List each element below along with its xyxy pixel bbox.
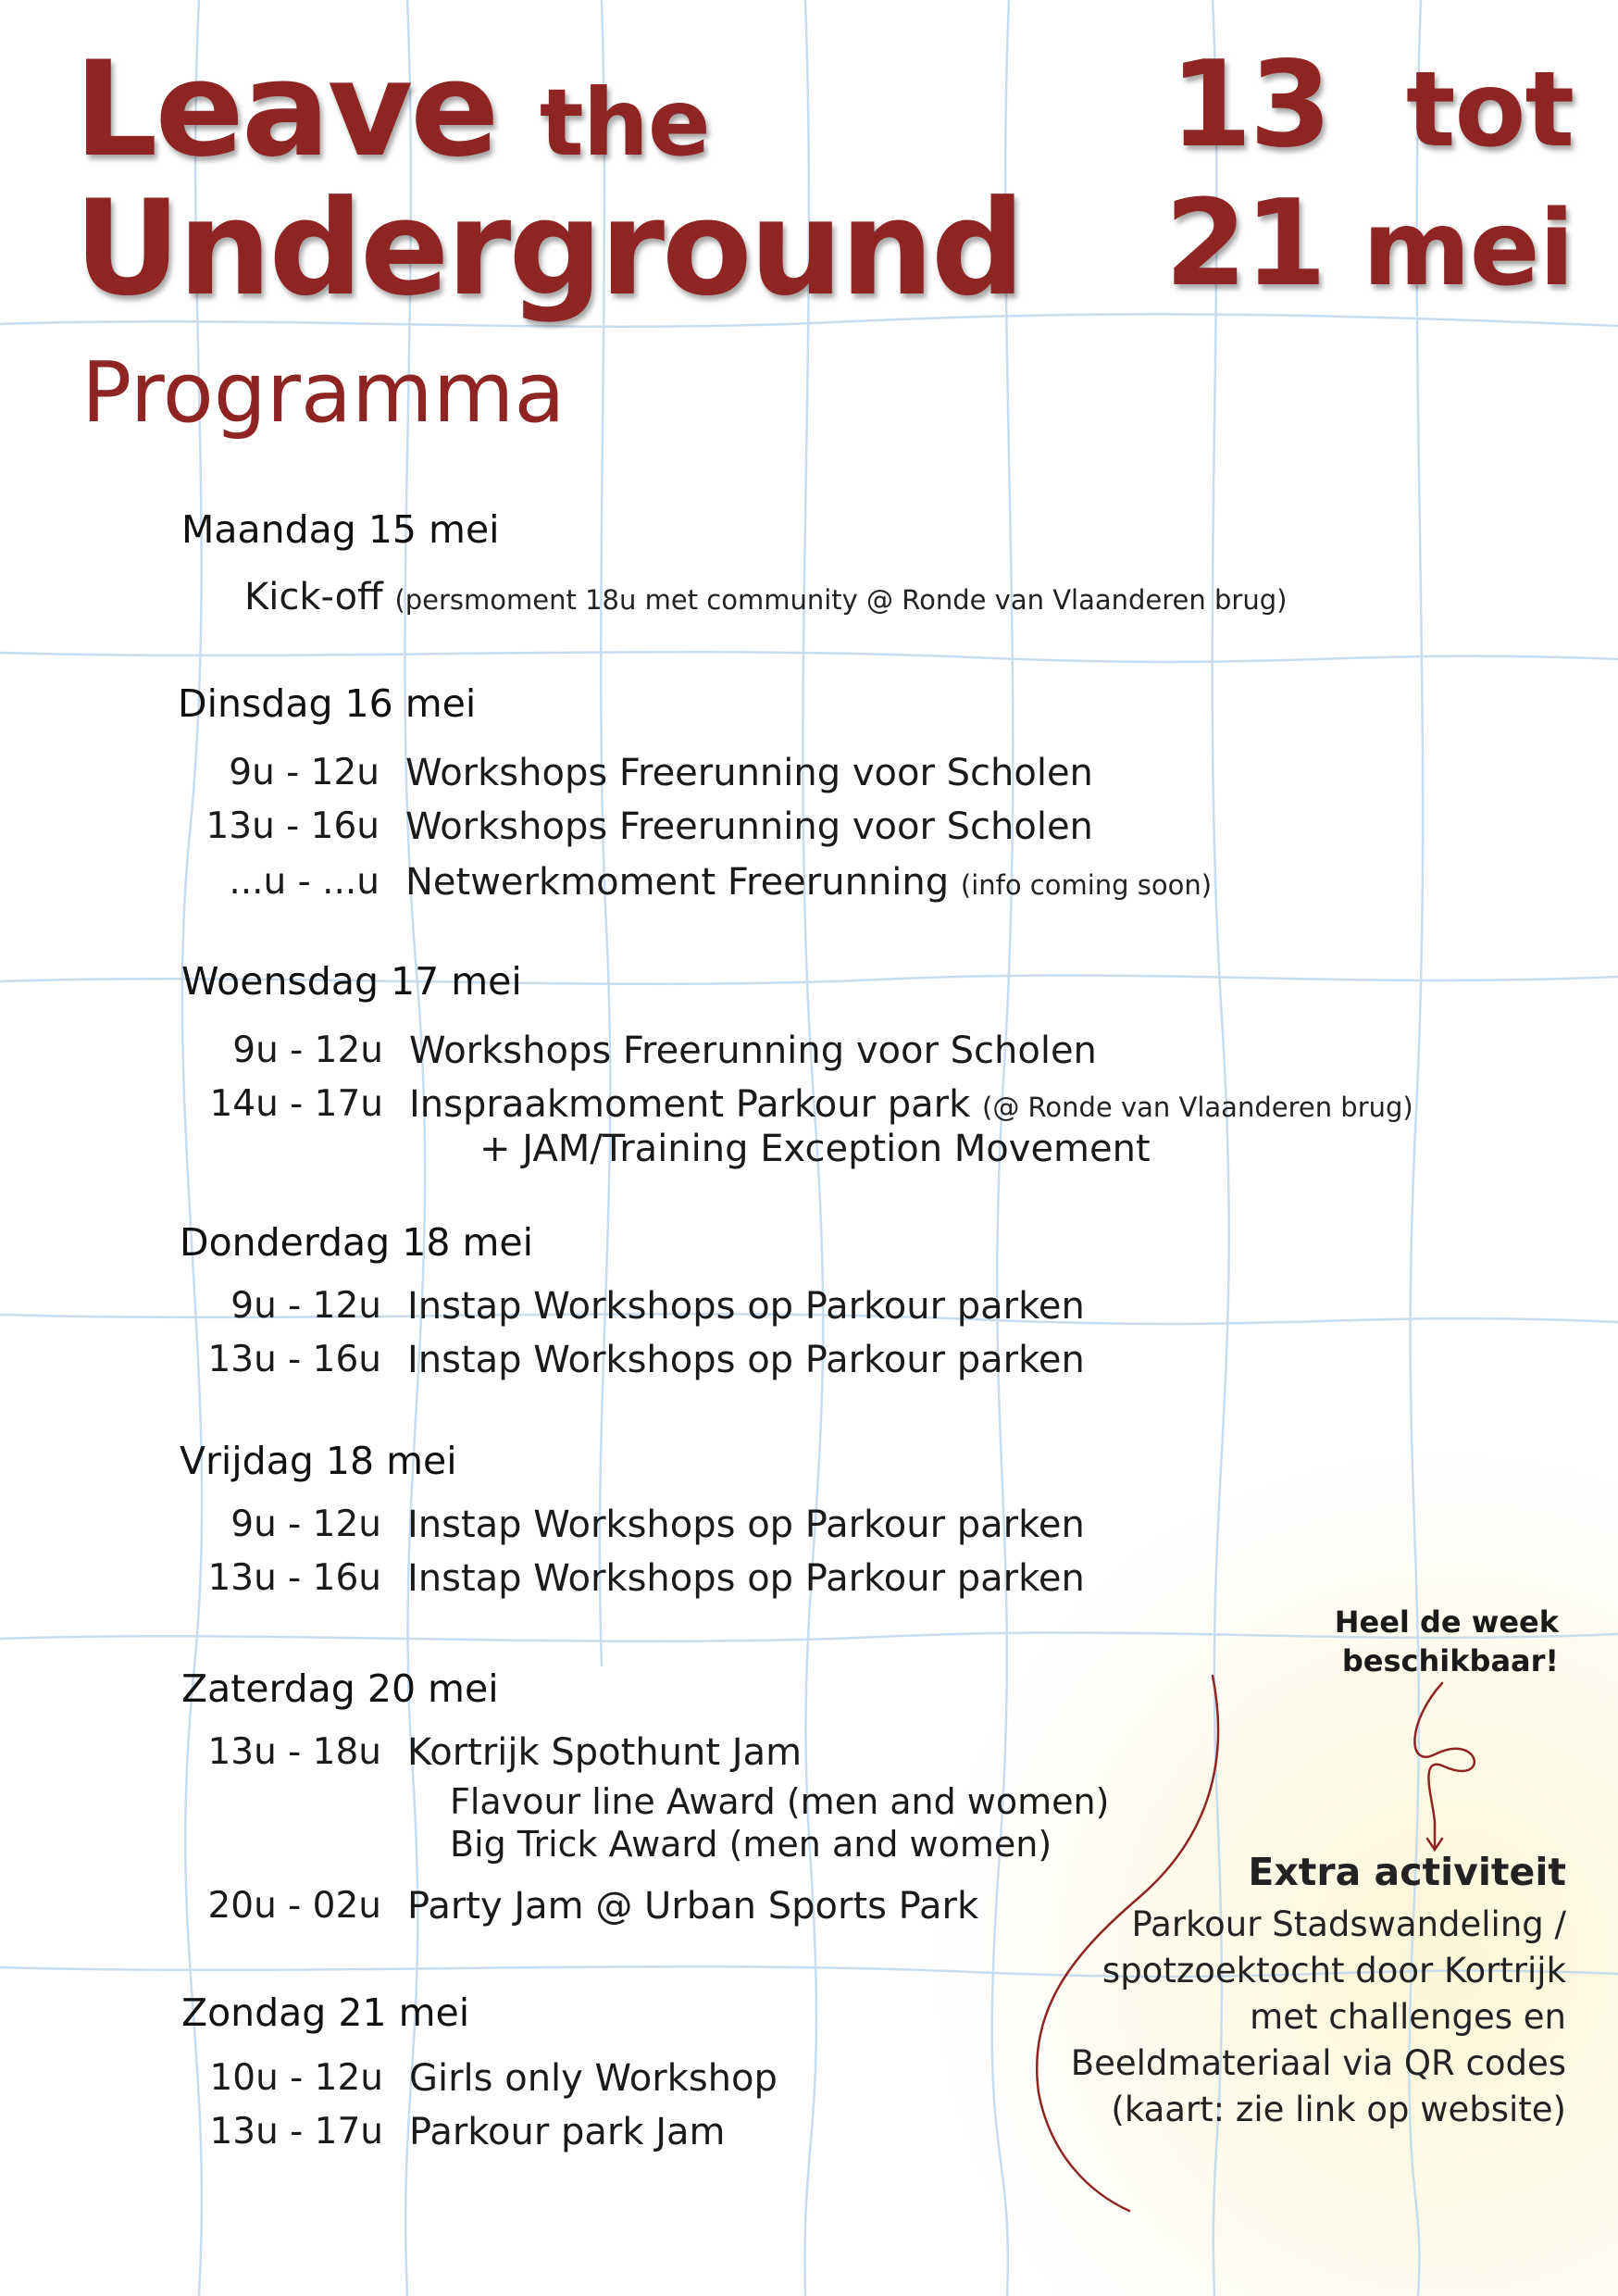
time-slot: 9u - 12u [230, 1504, 381, 1545]
time-slot: 9u - 12u [232, 1029, 383, 1071]
day-heading: Vrijdag 18 mei [180, 1439, 457, 1483]
date-month: mei [1362, 189, 1574, 309]
activity-label: Netwerkmoment Freerunning (info coming soon) [405, 861, 1213, 904]
extra-activity-title: Extra activiteit [1248, 1850, 1566, 1894]
extra-activity-line: Beeldmateriaal via QR codes [1070, 2043, 1566, 2083]
activity-label: Instap Workshops op Parkour parken [407, 1285, 1085, 1328]
title-word-leave: Leave [74, 33, 497, 186]
title-line-1 [74, 33, 710, 186]
activity-label: Girls only Workshop [409, 2057, 778, 2100]
activity-label: Instap Workshops op Parkour parken [407, 1339, 1085, 1381]
extra-activity-line: spotzoektocht door Kortrijk [1101, 1951, 1566, 1990]
day-heading: Dinsdag 16 mei [178, 681, 477, 726]
title-word-the: the [539, 69, 710, 177]
day-heading: Zaterdag 20 mei [181, 1666, 499, 1711]
callout-line: beschikbaar! [1341, 1642, 1559, 1678]
time-slot: 14u - 17u [209, 1083, 383, 1125]
activity-label: Workshops Freerunning voor Scholen [405, 752, 1093, 794]
day-heading: Woensdag 17 mei [181, 959, 522, 1004]
time-slot: 9u - 12u [230, 1285, 381, 1327]
day-heading: Maandag 15 mei [181, 507, 500, 552]
callout-line: Heel de week [1334, 1604, 1559, 1640]
time-slot: ...u - ...u [229, 861, 380, 903]
time-slot: 13u - 16u [207, 1557, 381, 1599]
day-heading: Zondag 21 mei [181, 1990, 470, 2035]
date-line-2 [1164, 175, 1574, 313]
page-subtitle: Programma [81, 344, 566, 442]
activity-label: Parkour park Jam [409, 2111, 726, 2153]
time-slot: 13u - 17u [209, 2111, 383, 2152]
activity-note: (@ Ronde van Vlaanderen brug) [982, 1092, 1413, 1123]
time-slot: 10u - 12u [209, 2057, 383, 2099]
activity-label: Kortrijk Spothunt Jam [407, 1731, 803, 1774]
extra-activity-description [1071, 1902, 1566, 2133]
extra-activity-line: Parkour Stadswandeling / [1131, 1904, 1566, 1944]
activity-label: Party Jam @ Urban Sports Park [407, 1885, 979, 1928]
time-slot: 9u - 12u [229, 752, 380, 793]
activity-extra: + JAM/Training Exception Movement [479, 1128, 1151, 1170]
extra-activity-line: (kaart: zie link op website) [1111, 2090, 1566, 2129]
sub-item: Flavour line Award (men and women) [450, 1781, 1110, 1822]
extra-activity-line: met challenges en [1250, 1997, 1566, 2037]
activity-note: (persmoment 18u met community @ Ronde van Vlaanderen brug) [394, 584, 1288, 616]
date-end-number: 21 [1164, 175, 1325, 313]
activity-label: Inspraakmoment Parkour park (@ Ronde van Vlaanderen brug) [409, 1083, 1413, 1126]
activity-label: Workshops Freerunning voor Scholen [405, 805, 1093, 848]
activity-label: Instap Workshops op Parkour parken [407, 1504, 1085, 1546]
date-start-number: 13 [1169, 36, 1329, 174]
day-heading: Donderdag 18 mei [180, 1220, 533, 1265]
activity-label: Kick-off (persmoment 18u met community @ Ronde van Vlaanderen brug) [244, 576, 1288, 618]
date-tot: tot [1405, 50, 1574, 170]
time-slot: 13u - 18u [207, 1731, 381, 1773]
time-slot: 20u - 02u [207, 1885, 381, 1927]
activity-label: Workshops Freerunning voor Scholen [409, 1029, 1097, 1072]
time-slot: 13u - 16u [205, 805, 380, 847]
activity-label: Instap Workshops op Parkour parken [407, 1557, 1085, 1600]
sub-item: Big Trick Award (men and women) [450, 1824, 1052, 1865]
activity-note: (info coming soon) [960, 869, 1213, 901]
date-line-1 [1169, 36, 1574, 174]
title-line-2: Underground [74, 172, 1023, 325]
time-slot: 13u - 16u [207, 1339, 381, 1380]
